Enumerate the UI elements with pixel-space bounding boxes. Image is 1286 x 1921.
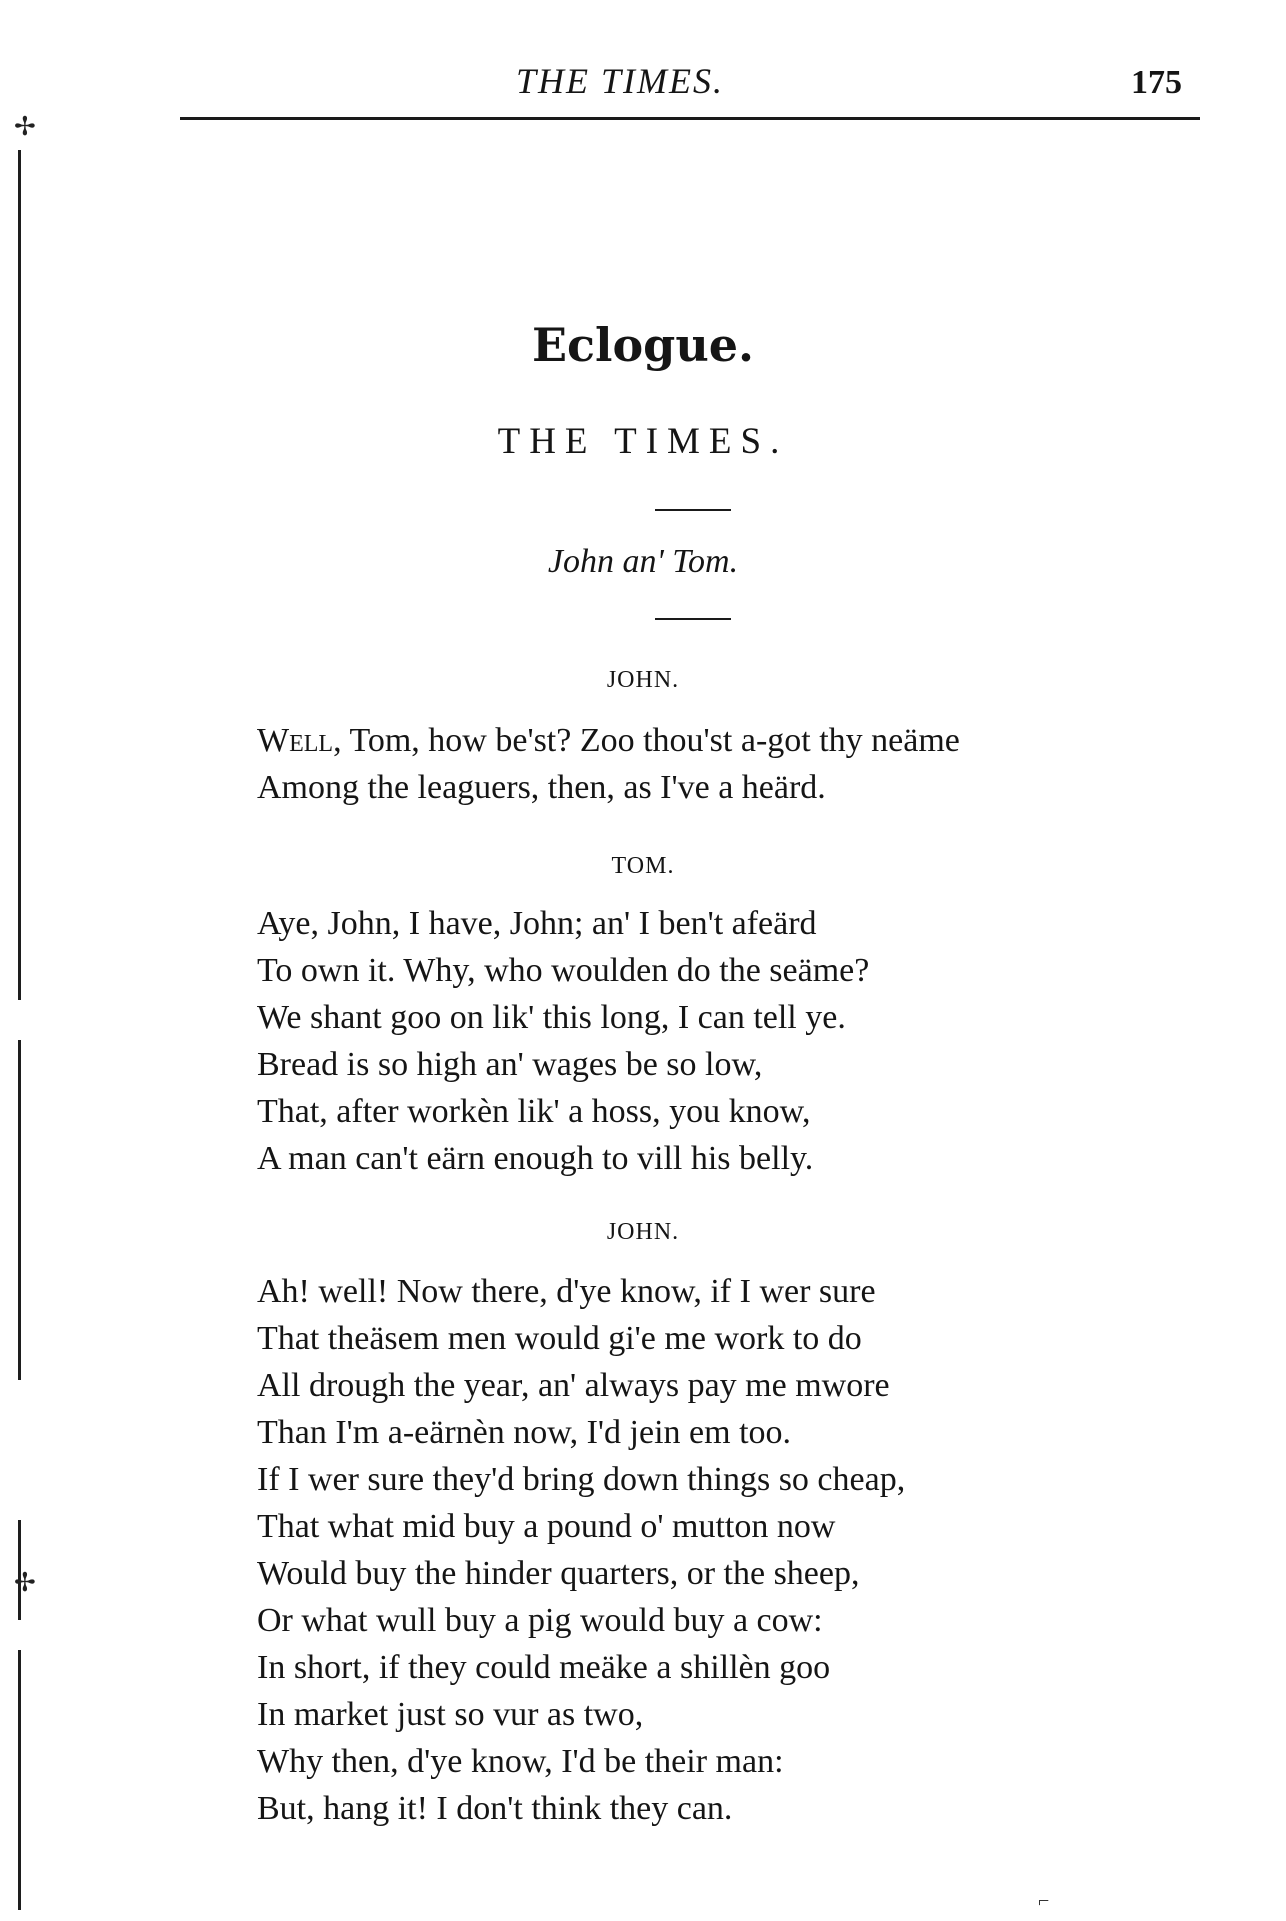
verse-line: We shant goo on lik' this long, I can tell ye. xyxy=(257,999,846,1036)
verse-block xyxy=(257,900,1117,1182)
characters-line: John an' Tom. xyxy=(547,543,739,580)
verse-line: Bread is so high an' wages be so low, xyxy=(257,1046,763,1083)
verse-line: That what mid buy a pound o' mutton now xyxy=(257,1508,836,1545)
verse-line: That, after workèn lik' a hoss, you know, xyxy=(257,1093,811,1130)
verse-line: Or what wull buy a pig would buy a cow: xyxy=(257,1602,823,1639)
speaker-label: JOHN. xyxy=(606,1219,680,1245)
opening-word: Well xyxy=(257,722,334,759)
verse-line: Would buy the hinder quarters, or the sheep, xyxy=(257,1555,860,1592)
verse-line: All drough the year, an' always pay me mwore xyxy=(257,1367,890,1404)
eclogue-heading: Eclogue. xyxy=(531,318,755,372)
verse-line: Ah! well! Now there, d'ye know, if I wer sure xyxy=(257,1273,876,1310)
verse-block xyxy=(257,1268,1117,1832)
scan-edge-mark: ✢ xyxy=(14,112,36,142)
running-title: THE TIMES. xyxy=(516,61,724,101)
verse-line: But, hang it! I don't think they can. xyxy=(257,1790,733,1827)
page-number: 175 xyxy=(1131,64,1182,101)
verse-line: If I wer sure they'd bring down things so cheap, xyxy=(257,1461,906,1498)
verse-line: In market just so vur as two, xyxy=(257,1696,644,1733)
speaker-label: TOM. xyxy=(611,853,675,879)
speaker-label: JOHN. xyxy=(606,667,680,693)
title-divider-top xyxy=(655,509,731,511)
verse-line: Among the leaguers, then, as I've a heärd. xyxy=(257,769,826,806)
title-divider-bottom xyxy=(655,618,731,620)
scan-edge-line xyxy=(18,1650,21,1910)
verse-line xyxy=(257,717,1117,764)
verse-block xyxy=(257,717,1117,811)
scan-edge-mark: ✢ xyxy=(14,1568,36,1598)
verse-line: Why then, d'ye know, I'd be their man: xyxy=(257,1743,784,1780)
stray-ink-mark: ⌐ xyxy=(1038,1890,1050,1912)
verse-line: Aye, John, I have, John; an' I ben't afeärd xyxy=(257,905,817,942)
verse-line: To own it. Why, who woulden do the seäme? xyxy=(257,952,870,989)
verse-line-rest: , Tom, how be'st? Zoo thou'st a-got thy neäme xyxy=(333,722,960,759)
verse-line: Than I'm a-eärnèn now, I'd jein em too. xyxy=(257,1414,792,1451)
running-header xyxy=(180,60,1200,120)
verse-line: A man can't eärn enough to vill his belly. xyxy=(257,1140,814,1177)
verse-line: In short, if they could meäke a shillèn goo xyxy=(257,1649,831,1686)
verse-line: That theäsem men would gi'e me work to do xyxy=(257,1320,862,1357)
scan-edge-line xyxy=(18,1040,21,1380)
header-rule xyxy=(180,117,1200,120)
poem-title: THE TIMES. xyxy=(497,421,789,462)
